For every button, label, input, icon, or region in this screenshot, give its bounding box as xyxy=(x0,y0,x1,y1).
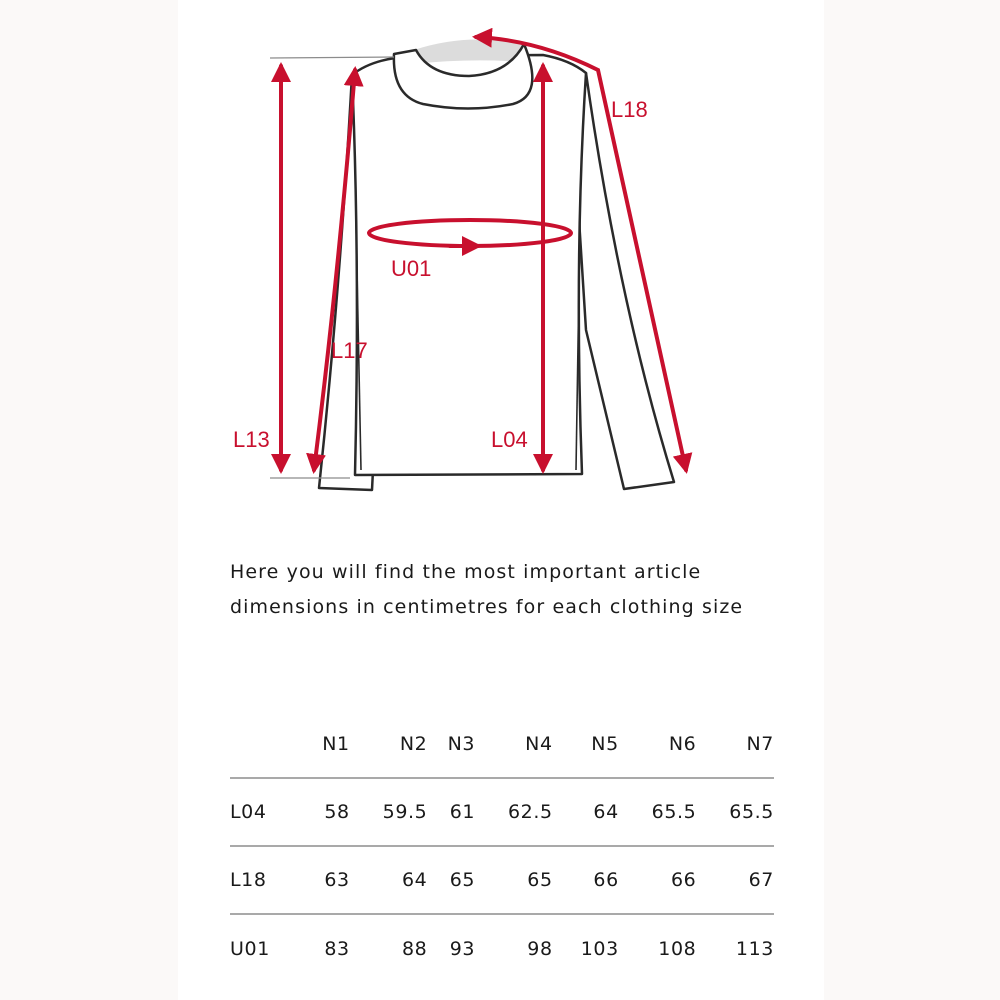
size-header-n1: N1 xyxy=(322,732,350,755)
table-cell: 103 xyxy=(580,937,619,960)
table-cell: 59.5 xyxy=(382,801,428,823)
sweater-body xyxy=(352,55,586,475)
table-cell: 108 xyxy=(658,937,697,960)
size-header-n2: N2 xyxy=(399,732,428,755)
table-cell: 113 xyxy=(735,937,774,960)
table-cell: 65.5 xyxy=(729,801,774,823)
table-cell: 93 xyxy=(449,937,476,960)
label-l17: L17 xyxy=(331,338,368,363)
label-u01: U01 xyxy=(391,256,432,281)
label-l18: L18 xyxy=(611,97,648,122)
size-header-n7: N7 xyxy=(746,732,774,755)
row-label-l18: L18 xyxy=(230,869,267,891)
label-l13: L13 xyxy=(233,427,270,452)
size-header-row xyxy=(230,710,774,778)
table-cell: 63 xyxy=(324,869,350,891)
table-cell: 64 xyxy=(401,869,428,891)
table-cell: 66 xyxy=(670,869,697,891)
table-cell: 64 xyxy=(593,801,619,823)
size-guide-page xyxy=(178,0,824,1000)
size-header-n3: N3 xyxy=(447,732,476,755)
table-row xyxy=(230,846,774,914)
table-row xyxy=(230,914,774,982)
table-cell: 83 xyxy=(324,937,350,960)
neck-back xyxy=(414,40,524,64)
table-cell: 65 xyxy=(449,869,476,891)
table-cell: 65.5 xyxy=(651,801,697,823)
label-l04: L04 xyxy=(491,427,528,452)
row-label-l04: L04 xyxy=(230,801,267,823)
table-cell: 98 xyxy=(527,937,553,960)
table-cell: 61 xyxy=(449,801,476,823)
size-header-n4: N4 xyxy=(525,732,553,755)
top-reference-line xyxy=(270,57,394,58)
table-row xyxy=(230,778,774,846)
table-cell: 88 xyxy=(401,937,428,960)
table-cell: 67 xyxy=(748,869,774,891)
intro-text: Here you will find the most important article dimensions in centimetres for each clothing size xyxy=(230,561,744,618)
table-cell: 58 xyxy=(324,801,350,823)
size-header-n6: N6 xyxy=(668,732,697,755)
table-cell: 62.5 xyxy=(507,801,553,823)
table-cell: 65 xyxy=(527,869,553,891)
table-cell: 66 xyxy=(593,869,619,891)
row-label-u01: U01 xyxy=(230,937,270,960)
size-table xyxy=(230,710,774,982)
size-header-n5: N5 xyxy=(591,732,619,755)
sweater-measurement-diagram xyxy=(178,0,824,520)
table-corner xyxy=(230,710,302,778)
